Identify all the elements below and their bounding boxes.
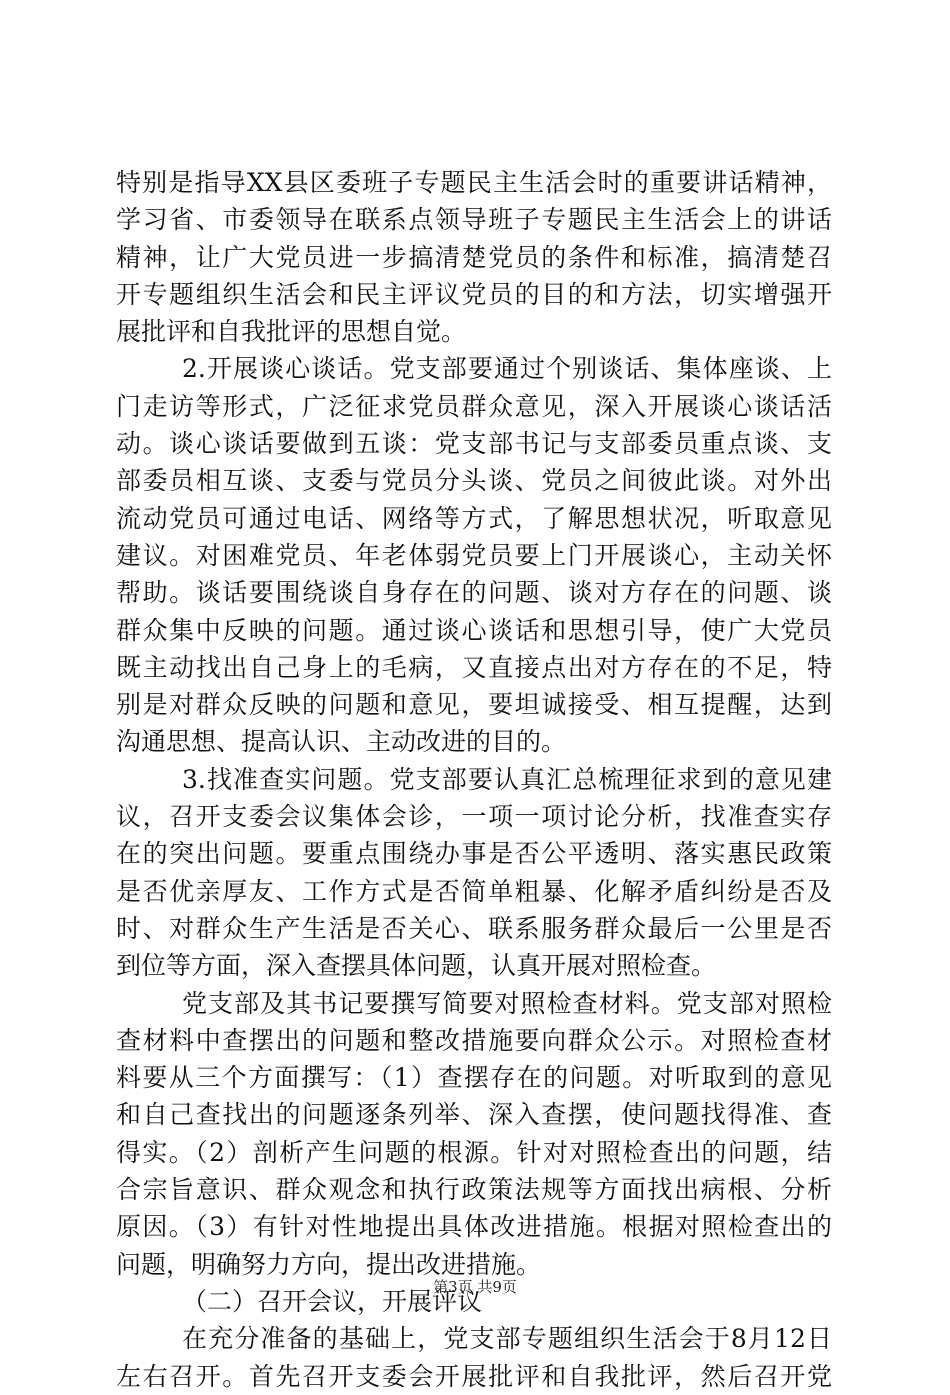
text-line: 沟通思想、提高认识、主动改进的目的。 <box>116 727 567 757</box>
text-line: 问题，明确努力方向，提出改进措施。 <box>116 1249 542 1279</box>
text-line: 2.开展谈心谈话。党支部要通过个别谈话、集体座谈、上 <box>182 354 832 384</box>
text-line: 部委员相互谈、支委与党员分头谈、党员之间彼此谈。对外出 <box>116 466 832 496</box>
text-line: 展批评和自我批评的思想自觉。 <box>116 317 467 347</box>
text-line: 是否优亲厚友、工作方式是否简单粗暴、化解矛盾纠纷是否及 <box>116 876 832 906</box>
text-line: 群众集中反映的问题。通过谈心谈话和思想引导，使广大党员 <box>116 615 832 645</box>
text-line: （二）召开会议，开展评议 <box>182 1286 483 1316</box>
text-line: 流动党员可通过电话、网络等方式，了解思想状况，听取意见 <box>116 503 832 533</box>
text-line: 门走访等形式，广泛征求党员群众意见，深入开展谈心谈话活 <box>116 391 832 421</box>
text-line: 查材料中查摆出的问题和整改措施要向群众公示。对照检查材 <box>116 1025 832 1055</box>
text-line: 党支部及其书记要撰写简要对照检查材料。党支部对照检 <box>182 988 832 1018</box>
text-line: 开专题组织生活会和民主评议党员的目的和方法，切实增强开 <box>116 279 832 309</box>
text-line: 议，召开支委会议集体会诊，一项一项讨论分析，找准查实存 <box>116 802 832 832</box>
text-line: 在的突出问题。要重点围绕办事是否公平透明、落实惠民政策 <box>116 839 832 869</box>
text-line: 既主动找出自己身上的毛病，又直接点出对方存在的不足，特 <box>116 652 832 682</box>
text-line: 和自己查找出的问题逐条列举、深入查摆，使问题找得准、查 <box>116 1100 832 1130</box>
page-number-label: 第3页 共9页 <box>433 1278 517 1296</box>
text-line: 合宗旨意识、群众观念和执行政策法规等方面找出病根、分析 <box>116 1175 832 1205</box>
text-line: 3.找准查实问题。党支部要认真汇总梳理征求到的意见建 <box>182 764 832 794</box>
text-line: 特别是指导XX县区委班子专题民主生活会时的重要讲话精神， <box>116 168 832 197</box>
text-line: 学习省、市委领导在联系点领导班子专题民主生活会上的讲话 <box>116 205 832 235</box>
text-line: 别是对群众反映的问题和意见，要坦诚接受、相互提醒，达到 <box>116 690 832 720</box>
text-line: 得实。（2）剖析产生问题的根源。针对对照检查出的问题，结 <box>116 1137 832 1167</box>
text-line: 原因。（3）有针对性地提出具体改进措施。根据对照检查出的 <box>116 1212 832 1242</box>
text-line: 时、对群众生产生活是否关心、联系服务群众最后一公里是否 <box>116 913 832 943</box>
page-footer <box>0 1276 950 1297</box>
text-line: 建议。对困难党员、年老体弱党员要上门开展谈心，主动关怀 <box>116 540 832 570</box>
text-line: 在充分准备的基础上，党支部专题组织生活会于8月12日 <box>182 1324 832 1354</box>
document-body <box>116 164 832 1395</box>
text-line: 料要从三个方面撰写：（1）查摆存在的问题。对听取到的意见 <box>116 1063 832 1093</box>
text-line: 动。谈心谈话要做到五谈：党支部书记与支部委员重点谈、支 <box>116 429 832 459</box>
text-line: 左右召开。首先召开支委会开展批评和自我批评，然后召开党 <box>116 1361 832 1391</box>
text-line: 到位等方面，深入查摆具体问题，认真开展对照检查。 <box>116 951 717 981</box>
text-line: 帮助。谈话要围绕谈自身存在的问题、谈对方存在的问题、谈 <box>116 578 832 608</box>
text-line: 精神，让广大党员进一步搞清楚党员的条件和标准，搞清楚召 <box>116 242 832 272</box>
